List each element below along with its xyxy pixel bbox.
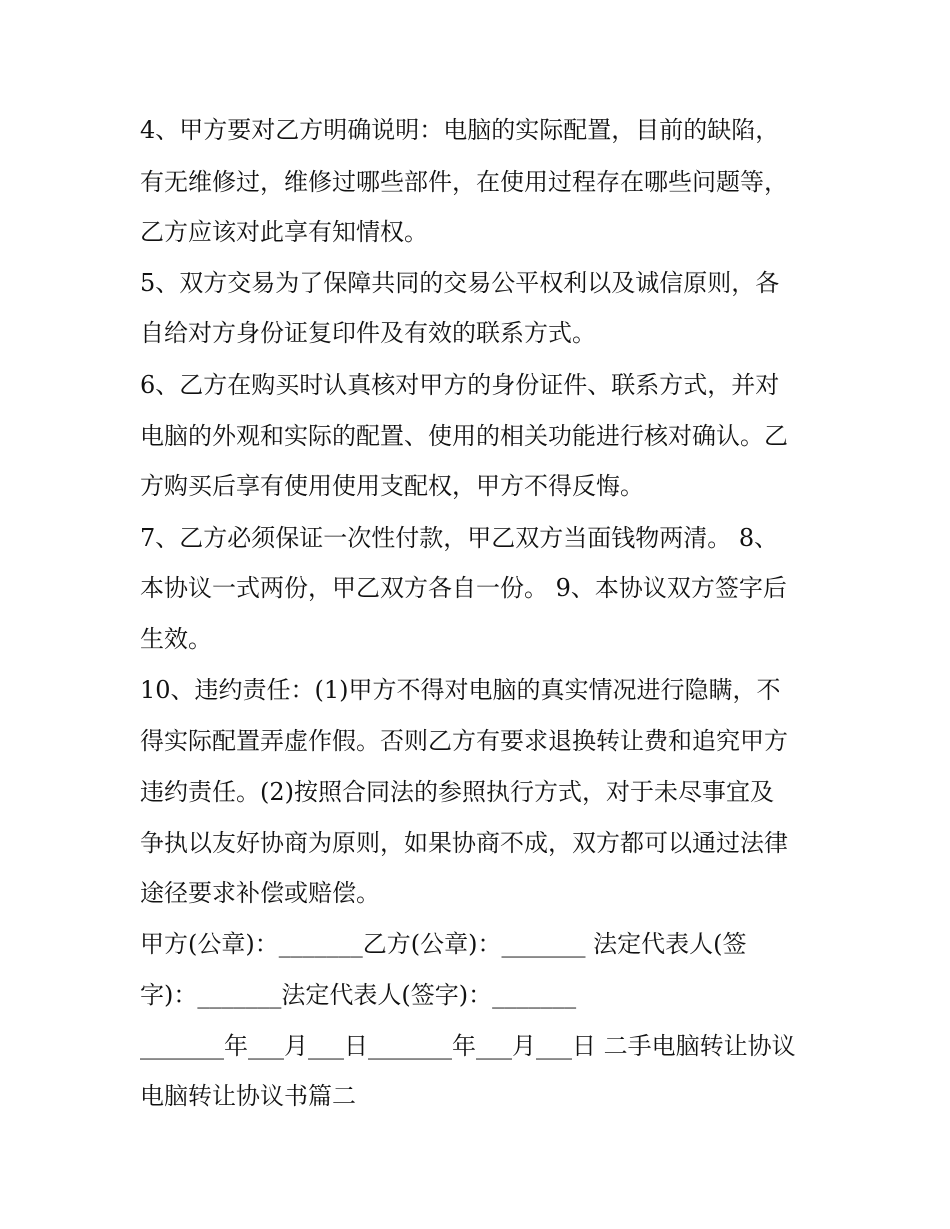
text-line: 途径要求补偿或赔偿。 [140, 879, 380, 907]
text-line: 6、乙方在购买时认真核对甲方的身份证件、联系方式，并对 [140, 371, 780, 399]
text-line: 有无维修过，维修过哪些部件，在使用过程存在哪些问题等， [140, 168, 788, 196]
text-line: 生效。 [140, 625, 212, 653]
text-line: 10、违约责任：(1)甲方不得对电脑的真实情况进行隐瞒，不 [140, 676, 781, 704]
text-line: 4、甲方要对乙方明确说明：电脑的实际配置，目前的缺陷， [140, 116, 780, 144]
text-line: 7、乙方必须保证一次性付款，甲乙双方当面钱物两清。 8、 [140, 524, 779, 552]
text-line: 5、双方交易为了保障共同的交易公平权利以及诚信原则，各 [140, 269, 780, 297]
text-line: 得实际配置弄虚作假。否则乙方有要求退换转让费和追究甲方 [140, 727, 788, 755]
date-line: _______年___月___日_______年___月___日 二手电脑转让协议 [140, 1032, 796, 1060]
text-line: 自给对方身份证复印件及有效的联系方式。 [140, 319, 596, 347]
section-heading: 电脑转让协议书篇二 [140, 1082, 356, 1110]
text-line: 电脑的外观和实际的配置、使用的相关功能进行核对确认。乙 [140, 422, 788, 450]
text-line: 方购买后享有使用使用支配权，甲方不得反悔。 [140, 472, 644, 500]
text-line: 乙方应该对此享有知情权。 [140, 218, 428, 246]
signature-line: 甲方(公章)：_______乙方(公章)：_______ 法定代表人(签 [140, 930, 747, 958]
text-line: 争执以友好协商为原则，如果协商不成，双方都可以通过法律 [140, 829, 788, 857]
signature-line: 字)：_______法定代表人(签字)：_______ [140, 981, 577, 1009]
text-line: 本协议一式两份，甲乙双方各自一份。 9、本协议双方签字后 [140, 574, 787, 602]
text-line: 违约责任。(2)按照合同法的参照执行方式，对于未尽事宜及 [140, 778, 774, 806]
